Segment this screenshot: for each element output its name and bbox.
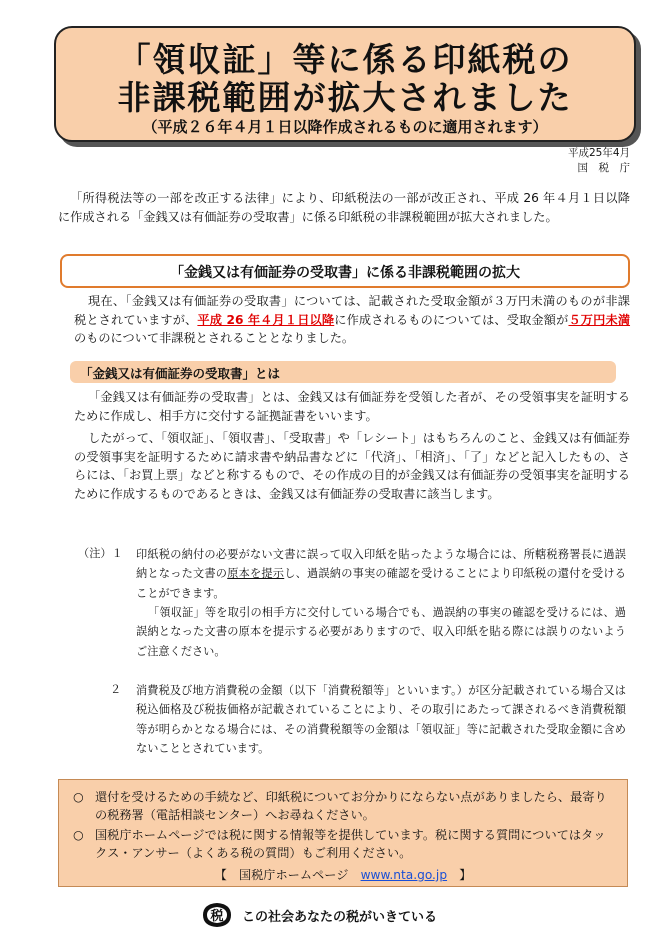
definition-paragraph-1: 「金銭又は有価証券の受取書」とは、金銭又は有価証券を受領した者が、その受領事実を証明するために作成し、相手方に交付する証拠証書をいいます。 [74,390,630,423]
section-title: 「金銭又は有価証券の受取書」に係る非課税範囲の拡大 [170,265,520,281]
info-item-2-text: 国税庁ホームページでは税に関する情報等を提供しています。税に関する質問についてはタックス・アンサー（よくある税の質問）もご利用ください。 [95,828,606,860]
note-2-text: 消費税及び地方消費税の金額（以下「消費税額等」といいます。）が区分記載されている場合又は税込価格及び税抜価格が記載されていることにより、その取引にあたって課されるべき消費税額等が明らかとなる場合には、その消費税額等の金額は「領収証」等に記載された受取金額に含めないこととされています。 [136,684,626,756]
title-line-2: 非課税範囲が拡大されました [117,78,573,117]
note-1-paragraph-2: 「領収証」等を取引の相手方に交付している場合でも、過誤納の事実の確認を受けるには、過誤納となった文書の原本を提示する必要がありますので、収入印紙を貼る際には誤りのないようご注意ください。 [136,606,626,658]
section-heading-box [60,254,630,288]
info-item-1 [73,788,613,824]
logo-text: 税 [210,909,224,924]
threshold-highlight: ５万円未満 [568,312,631,327]
definition-heading: 「金銭又は有価証券の受取書」とは [80,366,281,381]
current-text-2: に作成されるものについては、受取金額が [334,312,569,327]
link-label-close: 】 [447,868,472,882]
note-2-number: ２ [110,683,122,696]
footer [200,900,500,930]
definition-paragraph-2: したがって、「領収証」、「領収書」、「受取書」や「レシート」はもちろんのこと、金銭又は有価証券の受領事実を証明するために請求書や納品書などに「代済」、「相済」、「了」などと記入したもの、さらには、「お買上票」などと称するもので、その作成の目的が金銭又は有価証券の受領事実を証明するために作成するものであるときは、金銭又は有価証券の受取書に該当します。 [74,431,630,501]
date-block [568,146,630,176]
note-1-part-1: 印紙税の納付の必要がない文書に誤って収入印紙を貼ったような場合には、所轄税務署長に過誤納となった文書の [136,548,626,581]
info-item-1-text: 還付を受けるための手続など、印紙税についてお分かりにならない点がありましたら、最寄りの税務署（電話相談センター）へお尋ねください。 [95,790,607,822]
note-label: （注）１ [78,547,123,560]
issue-date: 平成25年4月 [567,147,630,159]
effective-date-highlight: 平成 26 年４月１日以降 [197,312,335,327]
intro-paragraph: 「所得税法等の一部を改正する法律」により、印紙税法の一部が改正され、平成 26 年４月１日以降に作成される「金銭又は有価証券の受取書」に係る印紙税の非課税範囲が拡大されました。 [58,191,630,224]
current-text-1: 現在、「金銭又は有価証券の受取書」については、記載された受取金額が３万円未満のものが非課税とされていますが、 [74,294,630,327]
definition-heading-bar [70,361,616,383]
issuer: 国 税 庁 [577,162,630,174]
tax-logo-icon [200,900,234,930]
note-1-text [136,545,626,603]
link-label-open: 【 国税庁ホームページ [214,868,361,882]
homepage-link-row [59,866,627,884]
nta-homepage-link[interactable]: www.nta.go.jp [360,868,448,882]
bullet-icon: ○ [73,790,84,804]
note-1-underlined: 原本を提示 [227,567,285,581]
info-item-2 [73,826,613,862]
title-subtitle: （平成２６年４月１日以降作成されるものに適用されます） [142,118,548,136]
current-rule-paragraph [74,292,630,348]
note-1-part-2: し、過誤納の事実の確認を受けることにより印紙税の還付を受けることができます。 [136,567,626,600]
bullet-icon: ○ [73,828,84,842]
title-banner [54,26,636,142]
info-box [58,779,628,887]
slogan: この社会あなたの税がいきている [242,910,438,925]
title-line-1: 「領収証」等に係る印紙税の [117,40,573,79]
current-text-3: のものについて非課税とされることとなりました。 [74,331,355,346]
